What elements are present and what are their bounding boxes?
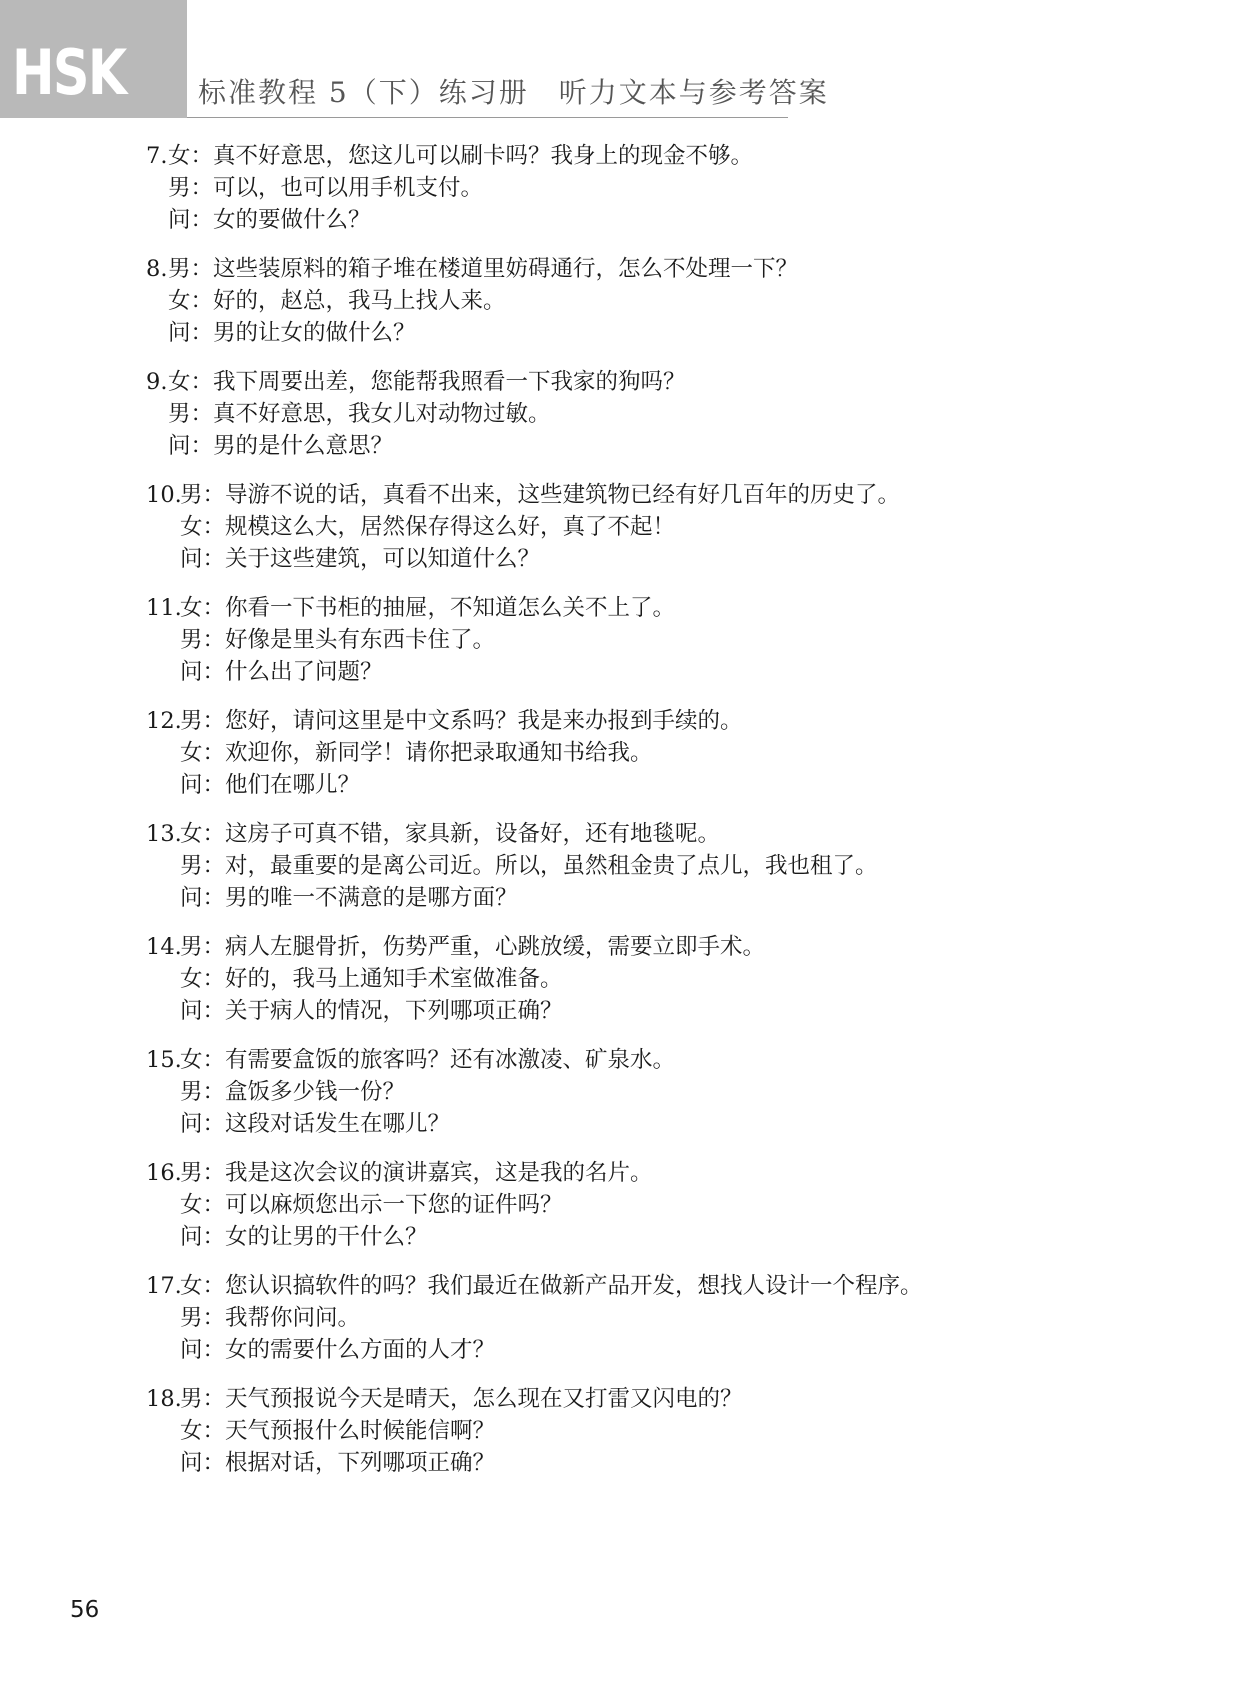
speaker-label: 问：	[180, 772, 226, 798]
utterance-text: 盒饭多少钱一份？	[225, 1079, 406, 1105]
dialogue-item	[146, 479, 1146, 575]
dialogue-line	[146, 479, 1146, 511]
utterance-text: 好的，我马上通知手术室做准备。	[225, 966, 563, 992]
speaker-label: 男：	[180, 1386, 226, 1412]
dialogue-line	[146, 172, 1146, 204]
question-line	[146, 656, 1146, 688]
utterance-text: 规模这么大，居然保存得这么好，真了不起！	[225, 514, 676, 540]
dialogue-line	[146, 624, 1146, 656]
dialogue-item	[146, 253, 1146, 349]
header-divider	[187, 117, 788, 118]
speaker-label: 男：	[180, 1079, 226, 1105]
utterance-text: 他们在哪儿？	[225, 772, 361, 798]
item-number: 15.	[146, 1047, 182, 1073]
dialogue-line	[146, 737, 1146, 769]
dialogue-line	[146, 511, 1146, 543]
item-number: 14.	[146, 934, 182, 960]
item-number: 17.	[146, 1273, 182, 1299]
question-line	[146, 430, 1146, 462]
hsk-logo: HSK	[12, 36, 126, 109]
speaker-label: 男：	[180, 482, 226, 508]
dialogue-line	[146, 963, 1146, 995]
dialogue-item	[146, 1044, 1146, 1140]
utterance-text: 有需要盒饭的旅客吗？还有冰激凌、矿泉水。	[225, 1047, 676, 1073]
speaker-label: 问：	[180, 998, 226, 1024]
dialogue-line	[146, 1383, 1146, 1415]
item-number: 8.	[146, 256, 168, 282]
dialogue-line	[146, 398, 1146, 430]
utterance-text: 对，最重要的是离公司近。所以，虽然租金贵了点儿，我也租了。	[225, 853, 878, 879]
dialogue-line	[146, 931, 1146, 963]
item-number: 10.	[146, 482, 182, 508]
utterance-text: 这些装原料的箱子堆在楼道里妨碍通行，怎么不处理一下？	[213, 256, 799, 282]
dialogue-item	[146, 1157, 1146, 1253]
page-header-title: 标准教程 5（下）练习册 听力文本与参考答案	[198, 76, 829, 109]
header-logo-block	[0, 0, 187, 118]
utterance-text: 什么出了问题？	[225, 659, 383, 685]
speaker-label: 男：	[168, 256, 214, 282]
speaker-label: 女：	[180, 821, 226, 847]
item-number: 18.	[146, 1386, 182, 1412]
item-number: 11.	[146, 595, 182, 621]
speaker-label: 问：	[180, 1337, 226, 1363]
item-number: 7.	[146, 143, 168, 169]
speaker-label: 问：	[180, 1450, 226, 1476]
speaker-label: 问：	[180, 659, 226, 685]
item-number: 13.	[146, 821, 182, 847]
utterance-text: 好的，赵总，我马上找人来。	[213, 288, 506, 314]
speaker-label: 问：	[168, 433, 214, 459]
speaker-label: 男：	[180, 1160, 226, 1186]
utterance-text: 病人左腿骨折，伤势严重，心跳放缓，需要立即手术。	[225, 934, 766, 960]
question-line	[146, 882, 1146, 914]
dialogue-line	[146, 850, 1146, 882]
dialogue-item	[146, 931, 1146, 1027]
speaker-label: 男：	[168, 401, 214, 427]
utterance-text: 女的需要什么方面的人才？	[225, 1337, 496, 1363]
speaker-label: 女：	[180, 1047, 226, 1073]
question-line	[146, 995, 1146, 1027]
utterance-text: 欢迎你，新同学！请你把录取通知书给我。	[225, 740, 653, 766]
dialogue-line	[146, 1189, 1146, 1221]
dialogue-line	[146, 1076, 1146, 1108]
speaker-label: 女：	[180, 1273, 226, 1299]
utterance-text: 男的让女的做什么？	[213, 320, 416, 346]
utterance-text: 天气预报说今天是晴天，怎么现在又打雷又闪电的？	[225, 1386, 743, 1412]
speaker-label: 女：	[180, 966, 226, 992]
speaker-label: 男：	[168, 175, 214, 201]
speaker-label: 问：	[168, 207, 214, 233]
dialogue-line	[146, 366, 1146, 398]
utterance-text: 好像是里头有东西卡住了。	[225, 627, 496, 653]
dialogue-line	[146, 1415, 1146, 1447]
question-line	[146, 317, 1146, 349]
dialogue-item	[146, 366, 1146, 462]
dialogue-line	[146, 1270, 1146, 1302]
speaker-label: 女：	[180, 1192, 226, 1218]
dialogue-line	[146, 818, 1146, 850]
utterance-text: 这房子可真不错，家具新，设备好，还有地毯呢。	[225, 821, 721, 847]
question-line	[146, 543, 1146, 575]
utterance-text: 导游不说的话，真看不出来，这些建筑物已经有好几百年的历史了。	[225, 482, 901, 508]
dialogue-item	[146, 592, 1146, 688]
question-line	[146, 1221, 1146, 1253]
page-number: 56	[70, 1597, 100, 1623]
dialogue-line	[146, 592, 1146, 624]
utterance-text: 我是这次会议的演讲嘉宾，这是我的名片。	[225, 1160, 653, 1186]
speaker-label: 问：	[180, 885, 226, 911]
utterance-text: 关于这些建筑，可以知道什么？	[225, 546, 541, 572]
utterance-text: 女的让男的干什么？	[225, 1224, 428, 1250]
dialogue-line	[146, 140, 1146, 172]
question-line	[146, 204, 1146, 236]
speaker-label: 女：	[180, 740, 226, 766]
speaker-label: 男：	[180, 708, 226, 734]
utterance-text: 您认识搞软件的吗？我们最近在做新产品开发，想找人设计一个程序。	[225, 1273, 923, 1299]
speaker-label: 女：	[180, 595, 226, 621]
utterance-text: 男的是什么意思？	[213, 433, 394, 459]
dialogue-item	[146, 140, 1146, 236]
utterance-text: 女的要做什么？	[213, 207, 371, 233]
speaker-label: 男：	[180, 934, 226, 960]
item-number: 12.	[146, 708, 182, 734]
utterance-text: 您好，请问这里是中文系吗？我是来办报到手续的。	[225, 708, 743, 734]
utterance-text: 真不好意思，您这儿可以刷卡吗？我身上的现金不够。	[213, 143, 754, 169]
dialogue-line	[146, 253, 1146, 285]
utterance-text: 根据对话，下列哪项正确？	[225, 1450, 496, 1476]
question-line	[146, 1334, 1146, 1366]
utterance-text: 我下周要出差，您能帮我照看一下我家的狗吗？	[213, 369, 686, 395]
dialogue-item	[146, 818, 1146, 914]
dialogue-line	[146, 285, 1146, 317]
speaker-label: 女：	[168, 369, 214, 395]
utterance-text: 可以，也可以用手机支付。	[213, 175, 484, 201]
dialogue-line	[146, 1302, 1146, 1334]
utterance-text: 真不好意思，我女儿对动物过敏。	[213, 401, 551, 427]
utterance-text: 这段对话发生在哪儿？	[225, 1111, 451, 1137]
speaker-label: 问：	[180, 1224, 226, 1250]
utterance-text: 你看一下书柜的抽屉，不知道怎么关不上了。	[225, 595, 676, 621]
speaker-label: 女：	[168, 288, 214, 314]
speaker-label: 女：	[180, 1418, 226, 1444]
dialogue-line	[146, 1157, 1146, 1189]
speaker-label: 问：	[180, 546, 226, 572]
transcript-list	[146, 140, 1146, 1496]
speaker-label: 问：	[180, 1111, 226, 1137]
question-line	[146, 769, 1146, 801]
item-number: 9.	[146, 369, 168, 395]
dialogue-item	[146, 1383, 1146, 1479]
utterance-text: 可以麻烦您出示一下您的证件吗？	[225, 1192, 563, 1218]
speaker-label: 男：	[180, 627, 226, 653]
speaker-label: 男：	[180, 853, 226, 879]
speaker-label: 女：	[168, 143, 214, 169]
utterance-text: 男的唯一不满意的是哪方面？	[225, 885, 518, 911]
dialogue-item	[146, 705, 1146, 801]
dialogue-item	[146, 1270, 1146, 1366]
question-line	[146, 1447, 1146, 1479]
speaker-label: 女：	[180, 514, 226, 540]
speaker-label: 问：	[168, 320, 214, 346]
utterance-text: 我帮你问问。	[225, 1305, 361, 1331]
question-line	[146, 1108, 1146, 1140]
item-number: 16.	[146, 1160, 182, 1186]
utterance-text: 关于病人的情况，下列哪项正确？	[225, 998, 563, 1024]
dialogue-line	[146, 1044, 1146, 1076]
utterance-text: 天气预报什么时候能信啊？	[225, 1418, 496, 1444]
dialogue-line	[146, 705, 1146, 737]
speaker-label: 男：	[180, 1305, 226, 1331]
